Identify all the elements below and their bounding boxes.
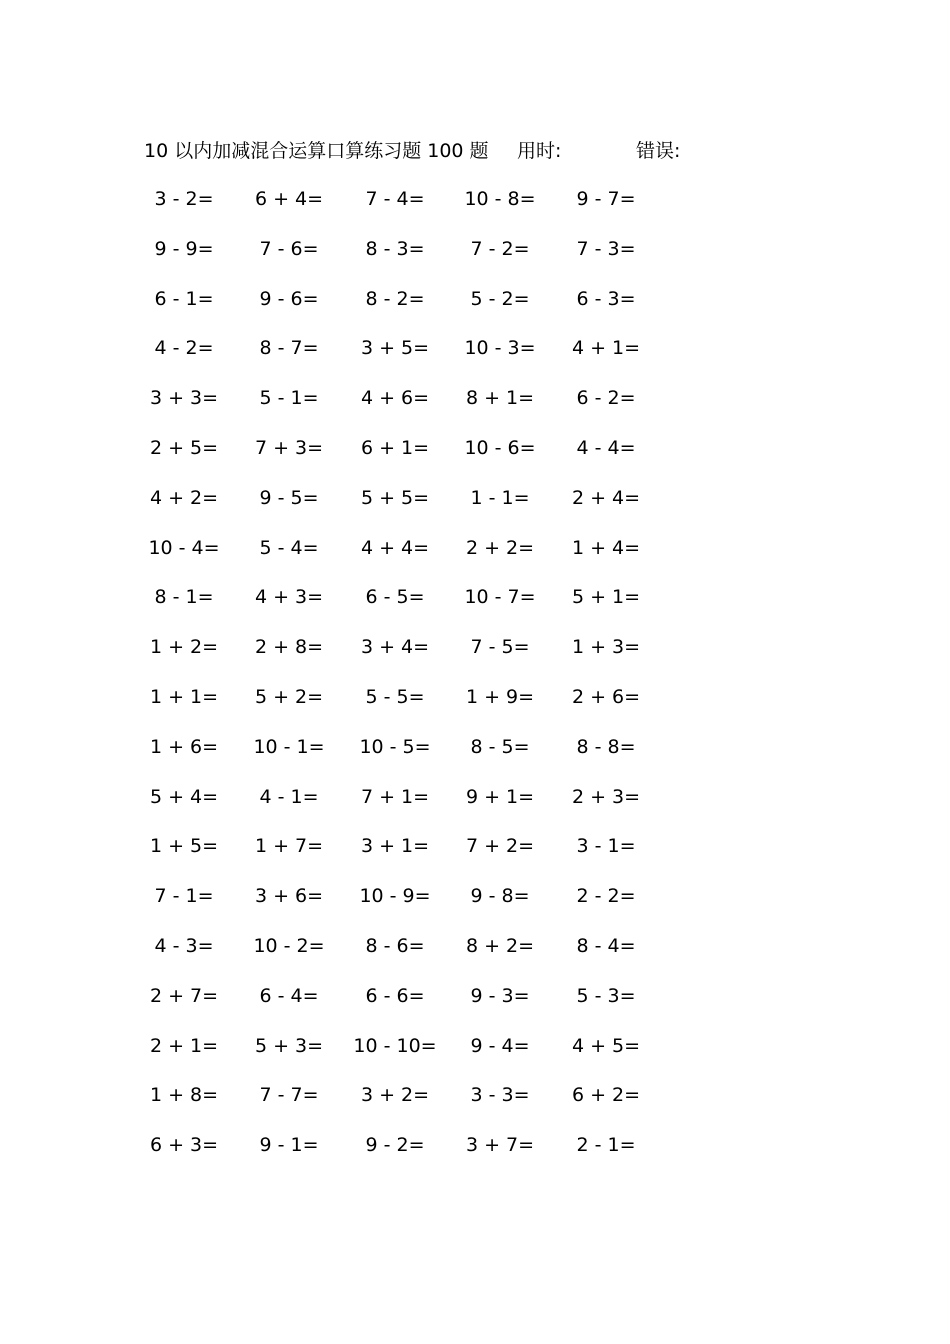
problem-item: 2 + 3= [571, 785, 641, 808]
problem-item: 1 - 1= [470, 486, 530, 509]
problem-item: 4 + 3= [254, 586, 324, 609]
problem-item: 5 - 1= [259, 387, 319, 410]
problem-item: 3 + 2= [360, 1084, 430, 1107]
problem-item: 3 + 4= [360, 636, 430, 659]
problem-item: 5 - 2= [470, 287, 530, 310]
problem-item: 10 - 9= [359, 885, 431, 908]
problem-row [0, 1082, 950, 1132]
problem-item: 3 - 3= [470, 1084, 530, 1107]
problem-item: 8 - 5= [470, 735, 530, 758]
problem-item: 7 - 6= [259, 237, 319, 260]
problem-item: 3 + 7= [465, 1134, 535, 1157]
problem-item: 4 + 1= [571, 337, 641, 360]
problem-item: 7 - 3= [576, 237, 636, 260]
problem-item: 8 - 7= [259, 337, 319, 360]
problem-item: 5 + 2= [254, 685, 324, 708]
problem-item: 9 - 3= [470, 984, 530, 1007]
problem-item: 7 - 5= [470, 636, 530, 659]
time-label: 用时: [517, 140, 562, 162]
problem-item: 5 + 5= [360, 486, 430, 509]
problem-item: 4 - 2= [154, 337, 214, 360]
problem-row [0, 933, 950, 983]
problem-item: 4 + 6= [360, 387, 430, 410]
problem-item: 7 - 7= [259, 1084, 319, 1107]
problem-item: 4 - 3= [154, 934, 214, 957]
problem-row [0, 983, 950, 1033]
problem-item: 8 + 2= [465, 934, 535, 957]
problem-item: 9 - 5= [259, 486, 319, 509]
problem-item: 6 - 5= [365, 586, 425, 609]
problem-item: 4 + 5= [571, 1034, 641, 1057]
problem-item: 9 - 6= [259, 287, 319, 310]
problem-item: 6 - 3= [576, 287, 636, 310]
problem-item: 7 + 2= [465, 835, 535, 858]
problem-item: 4 + 2= [149, 486, 219, 509]
problem-item: 3 + 5= [360, 337, 430, 360]
problem-item: 7 - 2= [470, 237, 530, 260]
problem-item: 5 + 3= [254, 1034, 324, 1057]
problem-item: 7 + 3= [254, 436, 324, 459]
problem-item: 10 - 2= [253, 934, 325, 957]
problem-item: 5 - 5= [365, 685, 425, 708]
problem-item: 3 - 1= [576, 835, 636, 858]
problem-item: 2 + 2= [465, 536, 535, 559]
problem-row [0, 535, 950, 585]
problem-item: 6 - 2= [576, 387, 636, 410]
problem-item: 1 + 2= [149, 636, 219, 659]
problem-row [0, 784, 950, 834]
problem-item: 10 - 1= [253, 735, 325, 758]
problem-item: 1 + 3= [571, 636, 641, 659]
problem-item: 2 + 4= [571, 486, 641, 509]
problem-item: 2 + 1= [149, 1034, 219, 1057]
problem-item: 5 + 4= [149, 785, 219, 808]
problem-item: 8 + 1= [465, 387, 535, 410]
problem-item: 2 + 5= [149, 436, 219, 459]
worksheet-title: 10 以内加减混合运算口算练习题 100 题 [144, 140, 489, 162]
problem-item: 10 - 10= [353, 1034, 437, 1057]
problem-item: 9 - 1= [259, 1134, 319, 1157]
problem-item: 10 - 8= [464, 188, 536, 210]
problem-item: 9 + 1= [465, 785, 535, 808]
problem-item: 4 - 1= [259, 785, 319, 808]
problem-item: 2 - 1= [576, 1134, 636, 1157]
problem-item: 3 - 2= [154, 188, 214, 210]
problem-item: 6 + 4= [254, 188, 324, 210]
problem-item: 6 - 4= [259, 984, 319, 1007]
problem-item: 6 - 6= [365, 984, 425, 1007]
problem-item: 2 + 6= [571, 685, 641, 708]
problem-row [0, 485, 950, 535]
problem-item: 10 - 5= [359, 735, 431, 758]
problem-item: 2 + 7= [149, 984, 219, 1007]
problem-item: 1 + 6= [149, 735, 219, 758]
problem-row [0, 335, 950, 385]
problem-row [0, 734, 950, 784]
problem-item: 9 - 8= [470, 885, 530, 908]
problem-item: 4 + 4= [360, 536, 430, 559]
problem-row [0, 684, 950, 734]
problem-item: 7 + 1= [360, 785, 430, 808]
problem-item: 8 - 6= [365, 934, 425, 957]
problem-row [0, 634, 950, 684]
problem-row [0, 385, 950, 435]
problem-item: 3 + 6= [254, 885, 324, 908]
problem-item: 8 - 1= [154, 586, 214, 609]
problem-item: 8 - 8= [576, 735, 636, 758]
problem-item: 5 - 4= [259, 536, 319, 559]
problem-item: 6 + 1= [360, 436, 430, 459]
problem-item: 8 - 2= [365, 287, 425, 310]
problem-row [0, 584, 950, 634]
problem-item: 9 - 9= [154, 237, 214, 260]
problem-item: 1 + 9= [465, 685, 535, 708]
problem-row [0, 286, 950, 336]
problem-grid [0, 186, 950, 1182]
problem-item: 3 + 3= [149, 387, 219, 410]
problem-item: 8 - 4= [576, 934, 636, 957]
problem-item: 7 - 1= [154, 885, 214, 908]
errors-label: 错误: [636, 140, 681, 162]
problem-item: 10 - 4= [148, 536, 220, 559]
problem-row [0, 186, 950, 236]
problem-item: 9 - 2= [365, 1134, 425, 1157]
problem-item: 1 + 7= [254, 835, 324, 858]
problem-item: 8 - 3= [365, 237, 425, 260]
problem-item: 1 + 4= [571, 536, 641, 559]
problem-item: 4 - 4= [576, 436, 636, 459]
problem-row [0, 883, 950, 933]
problem-row [0, 236, 950, 286]
problem-item: 1 + 5= [149, 835, 219, 858]
problem-row [0, 435, 950, 485]
problem-item: 10 - 7= [464, 586, 536, 609]
problem-row [0, 1132, 950, 1182]
problem-item: 5 - 3= [576, 984, 636, 1007]
problem-item: 1 + 1= [149, 685, 219, 708]
problem-item: 5 + 1= [571, 586, 641, 609]
problem-item: 1 + 8= [149, 1084, 219, 1107]
problem-item: 9 - 7= [576, 188, 636, 210]
problem-item: 9 - 4= [470, 1034, 530, 1057]
problem-item: 6 + 2= [571, 1084, 641, 1107]
problem-item: 2 + 8= [254, 636, 324, 659]
problem-row [0, 1033, 950, 1083]
problem-item: 6 - 1= [154, 287, 214, 310]
problem-item: 3 + 1= [360, 835, 430, 858]
problem-row [0, 833, 950, 883]
problem-item: 7 - 4= [365, 188, 425, 210]
problem-item: 10 - 3= [464, 337, 536, 360]
problem-item: 2 - 2= [576, 885, 636, 908]
problem-item: 6 + 3= [149, 1134, 219, 1157]
problem-item: 10 - 6= [464, 436, 536, 459]
